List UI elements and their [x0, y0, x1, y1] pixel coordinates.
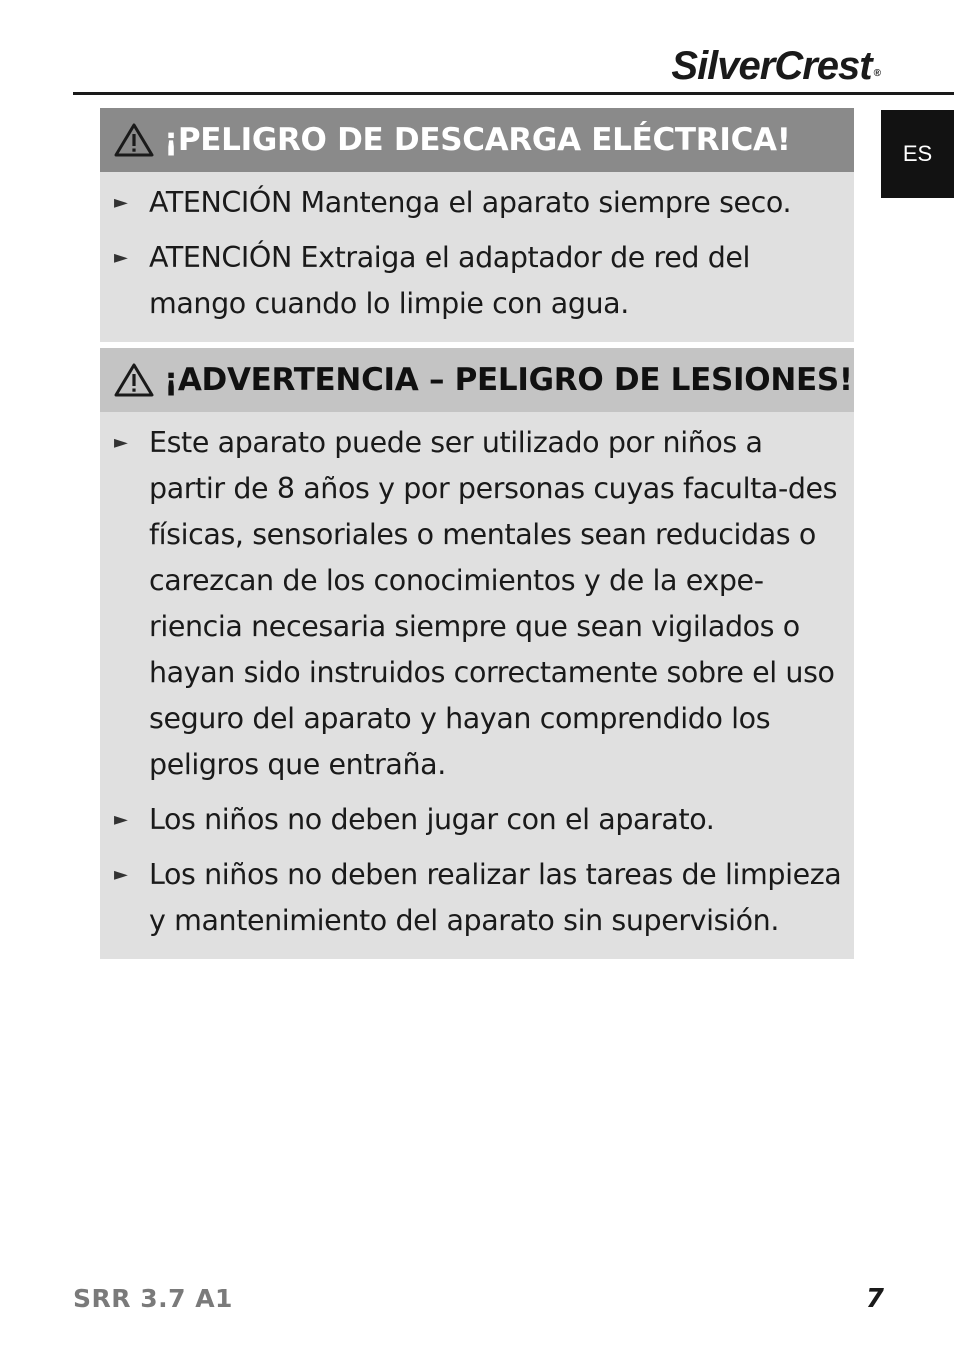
brand-name: SilverCrest	[671, 44, 872, 88]
language-tab-label: ES	[902, 141, 933, 166]
injury-warning-list	[100, 412, 854, 959]
electric-shock-warning-title: ¡PELIGRO DE DESCARGA ELÉCTRICA!	[164, 122, 791, 158]
bullet-arrow-icon: ►	[114, 192, 128, 213]
bullet-arrow-icon: ►	[114, 809, 128, 830]
list-item	[100, 235, 844, 327]
electric-shock-warning-list	[100, 172, 854, 342]
injury-warning-header	[100, 348, 854, 412]
list-item-text: Este aparato puede ser utilizado por niños a partir de 8 años y por personas cuyas faculta-des físicas, sensoriales o mentales sean reducidas o carezcan de los conocimientos y de la expe-riencia necesaria siempre que sean vigilados o hayan sido instruidos correctamente sobre el uso seguro del aparato y hayan comprendido los peligros que entraña.	[149, 426, 838, 781]
model-number: SRR 3.7 A1	[73, 1284, 233, 1313]
list-item	[100, 797, 844, 843]
brand-logo	[671, 44, 880, 88]
page-number: 7	[865, 1284, 884, 1314]
injury-warning-box	[100, 348, 854, 959]
list-item-text: ATENCIÓN Mantenga el aparato siempre seco.	[149, 186, 792, 219]
header-rule	[73, 92, 954, 95]
electric-shock-warning-box	[100, 108, 854, 342]
warning-triangle-icon	[114, 362, 154, 398]
bullet-arrow-icon: ►	[114, 247, 128, 268]
injury-warning-title: ¡ADVERTENCIA – PELIGRO DE LESIONES!	[164, 362, 853, 398]
list-item	[100, 180, 844, 226]
language-tab	[881, 110, 954, 198]
list-item-text: Los niños no deben jugar con el aparato.	[149, 803, 715, 836]
electric-shock-warning-header	[100, 108, 854, 172]
bullet-arrow-icon: ►	[114, 432, 128, 453]
list-item-text: ATENCIÓN Extraiga el adaptador de red del mango cuando lo limpie con agua.	[149, 241, 751, 320]
list-item-text: Los niños no deben realizar las tareas de limpieza y mantenimiento del aparato sin supervisión.	[149, 858, 842, 937]
list-item	[100, 852, 844, 944]
list-item	[100, 420, 844, 788]
bullet-arrow-icon: ►	[114, 864, 128, 885]
warning-triangle-icon	[114, 122, 154, 158]
registered-mark: ®	[873, 68, 880, 79]
